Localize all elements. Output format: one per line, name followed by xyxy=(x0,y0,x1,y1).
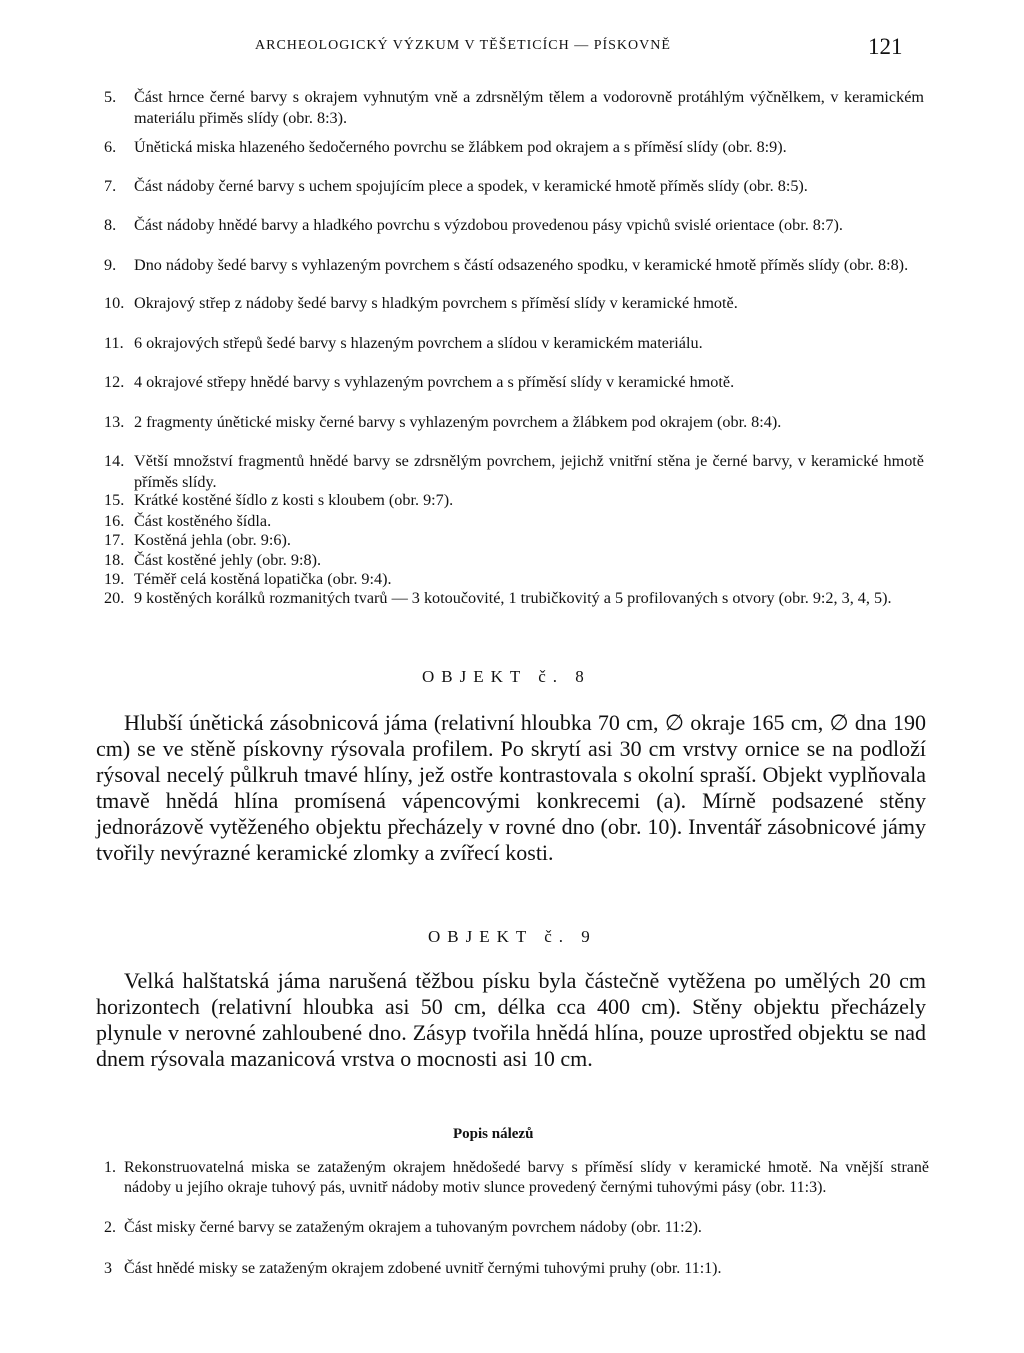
item-text: 6 okrajových střepů šedé barvy s hlazeným povrchem a slídou v keramickém materiálu. xyxy=(134,334,703,352)
item-number: 20. xyxy=(104,589,125,607)
objekt-9-paragraph: Velká halštatská jáma narušená těžbou písku byla částečně vytěžena po umělých 20 cm horizontech (relativní hloubka asi 50 cm, délka cca 400 cm). Stěny objektu přecházely plynule v nerovné zahloubené dno. Zásyp tvořila hnědá hlína, pouze uprostřed objektu se nad dnem rýsovala mazanicová vrstva o mocnosti asi 10 cm. xyxy=(96,968,926,1071)
item-text: Část hrnce černé barvy s okrajem vyhnutým vně a zdrsnělým tělem a vodorovně protáhlým výčnělkem, v keramickém materiálu přiměs slídy (obr. 8:3). xyxy=(134,88,924,127)
list-item xyxy=(104,550,924,571)
list-item xyxy=(104,176,924,197)
item-number: 2. xyxy=(104,1219,116,1236)
item-text: Okrajový střep z nádoby šedé barvy s hladkým povrchem s příměsí slídy v keramické hmotě. xyxy=(134,294,738,312)
item-text: Větší množství fragmentů hnědé barvy se zdrsnělým povrchem, jejichž vnitřní stěna je černé barvy, v keramické hmotě příměs slídy. xyxy=(134,452,924,491)
list-item xyxy=(104,490,924,511)
list-item xyxy=(104,372,924,393)
item-number: 19. xyxy=(104,570,125,588)
list-item xyxy=(104,215,924,236)
item-number: 13. xyxy=(104,413,125,431)
item-number: 15. xyxy=(104,491,125,509)
item-number: 10. xyxy=(104,294,125,312)
objekt-9-heading: OBJEKT č. 9 xyxy=(428,927,597,946)
item-text: Část kostěného šídla. xyxy=(134,512,272,530)
item-text: Část hnědé misky se zataženým okrajem zdobené uvnitř černými tuhovými pruhy (obr. 11:1). xyxy=(124,1260,722,1277)
item-text: Kostěná jehla (obr. 9:6). xyxy=(134,531,291,549)
item-text: Téměř celá kostěná lopatička (obr. 9:4). xyxy=(134,570,392,588)
objekt-8-paragraph: Hlubší únětická zásobnicová jáma (relativní hloubka 70 cm, ∅ okraje 165 cm, ∅ dna 190 cm) se ve stěně pískovny rýsovala profilem. Po skrytí asi 30 cm vrstvy ornice se na podloží rýsoval necelý půlkruh tmavé hlíny, jež ostře kontrastovala s okolní spraší. Objekt vyplňovala tmavě hnědá hlína promísená vápencovými konkrecemi (a). Mírně podsazené stěny jednorázově vytěženého objektu přecházely v rovné dno (obr. 10). Inventář zásobnicové jámy tvořily nevýrazné keramické zlomky a zvířecí kosti. xyxy=(96,710,926,865)
list-item xyxy=(104,1158,929,1197)
item-number: 18. xyxy=(104,551,125,569)
list-item xyxy=(104,412,924,433)
popis-nalezu-heading: Popis nálezů xyxy=(453,1126,534,1142)
list-item xyxy=(104,511,924,532)
item-number: 8. xyxy=(104,216,117,234)
item-number: 14. xyxy=(104,452,125,470)
list-item xyxy=(104,451,924,493)
item-text: Rekonstruovatelná miska se zataženým okrajem hnědošedé barvy s příměsí slídy v keramické hmotě. Na vnější straně nádoby u jejího okraje tuhový pás, uvnitř nádoby motiv slunce provedený černými tuhovými pásy (obr. 11:3). xyxy=(124,1159,929,1196)
item-text: Část kostěné jehly (obr. 9:8). xyxy=(134,551,322,569)
item-number: 12. xyxy=(104,373,125,391)
item-text: Únětická miska hlazeného šedočerného povrchu se žlábkem pod okrajem a s příměsí slídy (obr. 8:9). xyxy=(134,138,787,156)
item-text: Krátké kostěné šídlo z kosti s kloubem (obr. 9:7). xyxy=(134,491,454,509)
item-number: 6. xyxy=(104,138,117,156)
item-number: 11. xyxy=(104,334,124,352)
item-number: 16. xyxy=(104,512,125,530)
item-number: 9. xyxy=(104,256,117,274)
item-text: Část misky černé barvy se zataženým okrajem a tuhovaným povrchem nádoby (obr. 11:2). xyxy=(124,1219,702,1236)
list-item xyxy=(104,87,924,129)
item-text: Část nádoby hnědé barvy a hladkého povrchu s výzdobou provedenou pásy vpichů svislé orientace (obr. 8:7). xyxy=(134,216,843,234)
list-item xyxy=(104,588,924,609)
item-number: 17. xyxy=(104,531,125,549)
item-number: 3 xyxy=(104,1260,112,1277)
list-item xyxy=(104,569,924,590)
item-text: 4 okrajové střepy hnědé barvy s vyhlazeným povrchem a s příměsí slídy v keramické hmotě. xyxy=(134,373,735,391)
item-number: 1. xyxy=(104,1159,116,1176)
list-item xyxy=(104,530,924,551)
item-number: 7. xyxy=(104,177,117,195)
item-text: 2 fragmenty únětické misky černé barvy s vyhlazeným povrchem a žlábkem pod okrajem (obr. 8:4). xyxy=(134,413,782,431)
list-item xyxy=(104,293,924,314)
list-item xyxy=(104,1218,929,1238)
running-head: ARCHEOLOGICKÝ VÝZKUM V TĚŠETICÍCH — PÍSKOVNĚ xyxy=(255,38,671,53)
item-text: Část nádoby černé barvy s uchem spojujícím plece a spodek, v keramické hmotě příměs slídy (obr. 8:5). xyxy=(134,177,808,195)
list-item xyxy=(104,137,924,158)
item-text: Dno nádoby šedé barvy s vyhlazeným povrchem s částí odsazeného spodku, v keramické hmotě příměs slídy (obr. 8:8). xyxy=(134,256,909,274)
objekt-8-heading: OBJEKT č. 8 xyxy=(422,667,591,686)
list-item xyxy=(104,255,924,276)
page-number: 121 xyxy=(868,34,903,59)
list-item xyxy=(104,1259,929,1279)
item-number: 5. xyxy=(104,88,117,106)
item-text: 9 kostěných korálků rozmanitých tvarů — 3 kotoučovité, 1 trubičkovitý a 5 profilovaných s otvory (obr. 9:2, 3, 4, 5). xyxy=(134,589,892,607)
list-item xyxy=(104,333,924,354)
